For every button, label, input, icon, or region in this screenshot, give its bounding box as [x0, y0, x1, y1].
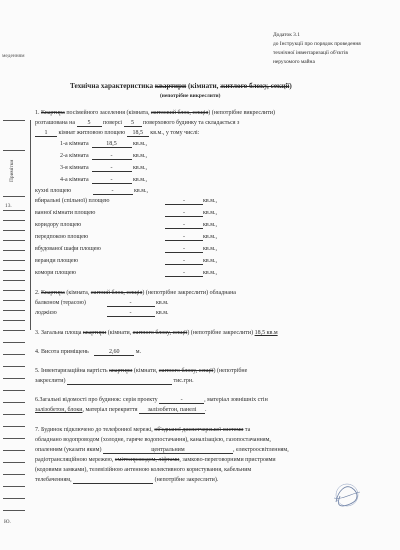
p2-balcony: балконом (терасою) - кв.м. — [35, 300, 169, 306]
margin-rule — [3, 320, 25, 321]
margin-rule — [3, 290, 25, 291]
margin-primitka: Примітки — [9, 159, 15, 182]
margin-rule — [3, 150, 25, 151]
margin-rule — [3, 510, 25, 511]
rooms-count: 1 — [35, 130, 57, 137]
margin-rule — [3, 426, 25, 427]
room-row: 4-а кімната - кв.м., — [60, 177, 148, 183]
margin-rule — [3, 300, 25, 301]
margin-rule — [3, 354, 25, 355]
header-line-4: нерухомого майна — [273, 59, 315, 65]
margin-rule — [3, 310, 25, 311]
margin-rule — [3, 438, 25, 439]
margin-vertical-rule — [30, 120, 31, 330]
p6-line-1: 6.Загальні відомості про будинок: серія проекту - , матеріал зовнішніх стін — [35, 397, 268, 403]
margin-rule — [3, 196, 25, 197]
room-row: 3-я кімната - кв.м., — [60, 165, 148, 171]
margin-rule — [3, 280, 25, 281]
margin-rule — [3, 330, 25, 331]
p5-line-2: закреслити) тис.грн. — [35, 378, 194, 384]
margin-top-label: меденням — [2, 53, 25, 59]
extra-row: комори площею - кв.м., — [35, 270, 218, 276]
height-value: 2,60 — [94, 349, 134, 356]
margin-rule — [3, 402, 25, 403]
margin-rule — [3, 342, 25, 343]
p1-line-3: 1 кімнат житловою площею 18,5 кв.м., у тому числі: — [35, 129, 199, 137]
extra-row: вбиральні (спільної) площею - кв.м., — [35, 198, 218, 204]
p5-line-1: 5. Інвентаризаційна вартість квартири (кімнати, житлого блоку, секції) (непотрібне — [35, 368, 248, 374]
p4-line: 4. Висота приміщень 2,60 м. — [35, 349, 142, 355]
margin-rule — [3, 220, 25, 221]
p7-line-2: обладнано водопроводом (холодне, гаряче водопостачання), каналізацією, газопостачанням, — [35, 437, 271, 443]
p7-line-1: 7. Будинок підключено до телефонної мережі, об'єднаної диспетчерської системи та — [35, 427, 251, 433]
title-subtitle: (непотрібне викреслити) — [160, 93, 221, 99]
extra-row: передпокою площею - кв.м., — [35, 234, 218, 240]
extra-row: веранди площею - кв.м., — [35, 258, 218, 264]
header-line-3: технічної інвентаризації об'єктів — [273, 50, 348, 56]
stamp-mark — [330, 480, 364, 510]
p3-line: 3. Загальна площа квартири (кімнати, житлого блоку, секції) (непотрібне закреслити) 18,5 кв.м — [35, 330, 278, 336]
living-area-value: 18,5 — [127, 130, 149, 137]
p7-line-4: радіотрансляційною мережею, сміттєпроводом, ліфтами, замково-переговорними пристроями — [35, 457, 276, 463]
margin-rule — [3, 270, 25, 271]
margin-rule — [3, 120, 25, 121]
margin-rule — [3, 450, 25, 451]
header-line-1: Додаток 3.1 — [273, 32, 300, 38]
margin-rule — [3, 260, 25, 261]
room-row: 2-а кімната - кв.м., — [60, 153, 148, 159]
p2-line-1: 2. Квартира (кімната, житлий блок, секція) (непотрібне закреслити) обладнана — [35, 290, 236, 296]
margin-rule — [3, 486, 25, 487]
margin-rule — [3, 414, 25, 415]
header-line-2: до Інструкції про порядок проведення — [273, 41, 361, 47]
margin-rule — [3, 210, 25, 211]
margin-number: 13. — [5, 203, 12, 209]
p7-line-5: (кодовими замками), телевізійною антенною колективного користування, кабельним — [35, 467, 252, 473]
margin-rule — [3, 498, 25, 499]
margin-rule — [3, 390, 25, 391]
margin-rule — [3, 250, 25, 251]
margin-rule — [3, 474, 25, 475]
extra-row: вбудованої шафи площею - кв.м., — [35, 246, 218, 252]
kitchen-row: кухні площею - кв.м., — [35, 188, 149, 194]
floors-value: 5 — [124, 120, 142, 127]
margin-rule — [3, 378, 25, 379]
p1-line-1: 1. Квартира посімейного заселення (кімната, житловий блок, секція) (непотрібне викреслити) — [35, 110, 276, 116]
p2-loggia: лоджією - кв.м. — [35, 310, 169, 316]
margin-rule — [3, 366, 25, 367]
room-row: 1-а кімната 18,5 кв.м., — [60, 141, 148, 147]
p1-line-2: розташована на 5 поверсі 5 поверхового будинку та складається з — [35, 120, 240, 126]
p7-line-3: опаленням (указати яким) центральним , електроосвітленням, — [35, 447, 289, 453]
margin-rule — [3, 462, 25, 463]
document-title: Технічна характеристика квартири (кімнати, житлого блоку, секції) — [70, 82, 292, 90]
p7-line-6: телебаченням, (непотрібне закреслити). — [35, 477, 219, 483]
extra-row: коридору площею - кв.м., — [35, 222, 218, 228]
margin-rule — [3, 230, 25, 231]
floor-value: 5 — [77, 120, 102, 127]
margin-rule — [3, 240, 25, 241]
p6-line-2: залізобетон, блоки, матеріал перекриття залізобетон, панелі . — [35, 407, 207, 413]
margin-yu: Ю. — [4, 519, 11, 525]
total-area-value: 18,5 кв.м — [254, 330, 278, 336]
extra-row: ванної кімнати площею - кв.м., — [35, 210, 218, 216]
